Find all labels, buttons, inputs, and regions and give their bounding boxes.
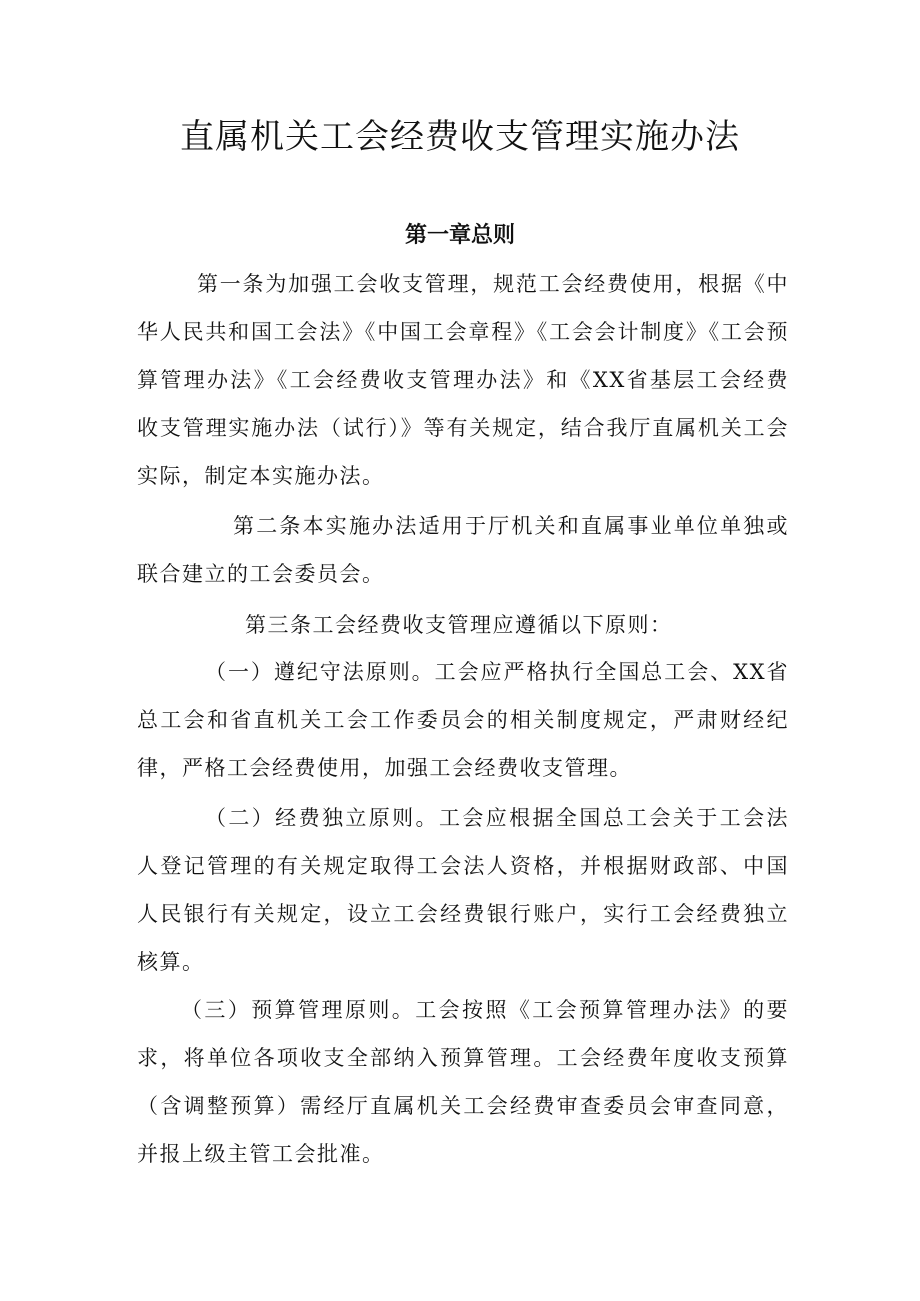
principle-2-paragraph: （二）经费独立原则。工会应根据全国总工会关于工会法人登记管理的有关规定取得工会法人资格，并根据财政部、中国人民银行有关规定，设立工会经费银行账户，实行工会经费独立核算。: [137, 806, 789, 974]
principle-1-paragraph: （一）遵纪守法原则。工会应严格执行全国总工会、XX省总工会和省直机关工会工作委员会的相关制度规定，严肃财经纪律，严格工会经费使用，加强工会经费收支管理。: [137, 660, 789, 780]
article-2-paragraph: 第二条本实施办法适用于厅机关和直属事业单位单独或联合建立的工会委员会。: [137, 514, 789, 586]
chapter-heading: 第一章总则: [404, 223, 515, 248]
article-1-paragraph: 第一条为加强工会收支管理，规范工会经费使用，根据《中华人民共和国工会法》《中国工会章程》《工会会计制度》《工会预算管理办法》《工会经费收支管理办法》和《XX省基层工会经费收支管理实施办法（试行）》等有关规定，结合我厅直属机关工会实际，制定本实施办法。: [137, 272, 789, 488]
article-3-paragraph: 第三条工会经费收支管理应遵循以下原则：: [245, 613, 673, 637]
document-title: 直属机关工会经费收支管理实施办法: [180, 117, 740, 157]
principle-3-paragraph: （三）预算管理原则。工会按照《工会预算管理办法》的要求，将单位各项收支全部纳入预算管理。工会经费年度收支预算（含调整预算）需经厅直属机关工会经费审查委员会审查同意，并报上级主管工会批准。: [137, 998, 789, 1166]
